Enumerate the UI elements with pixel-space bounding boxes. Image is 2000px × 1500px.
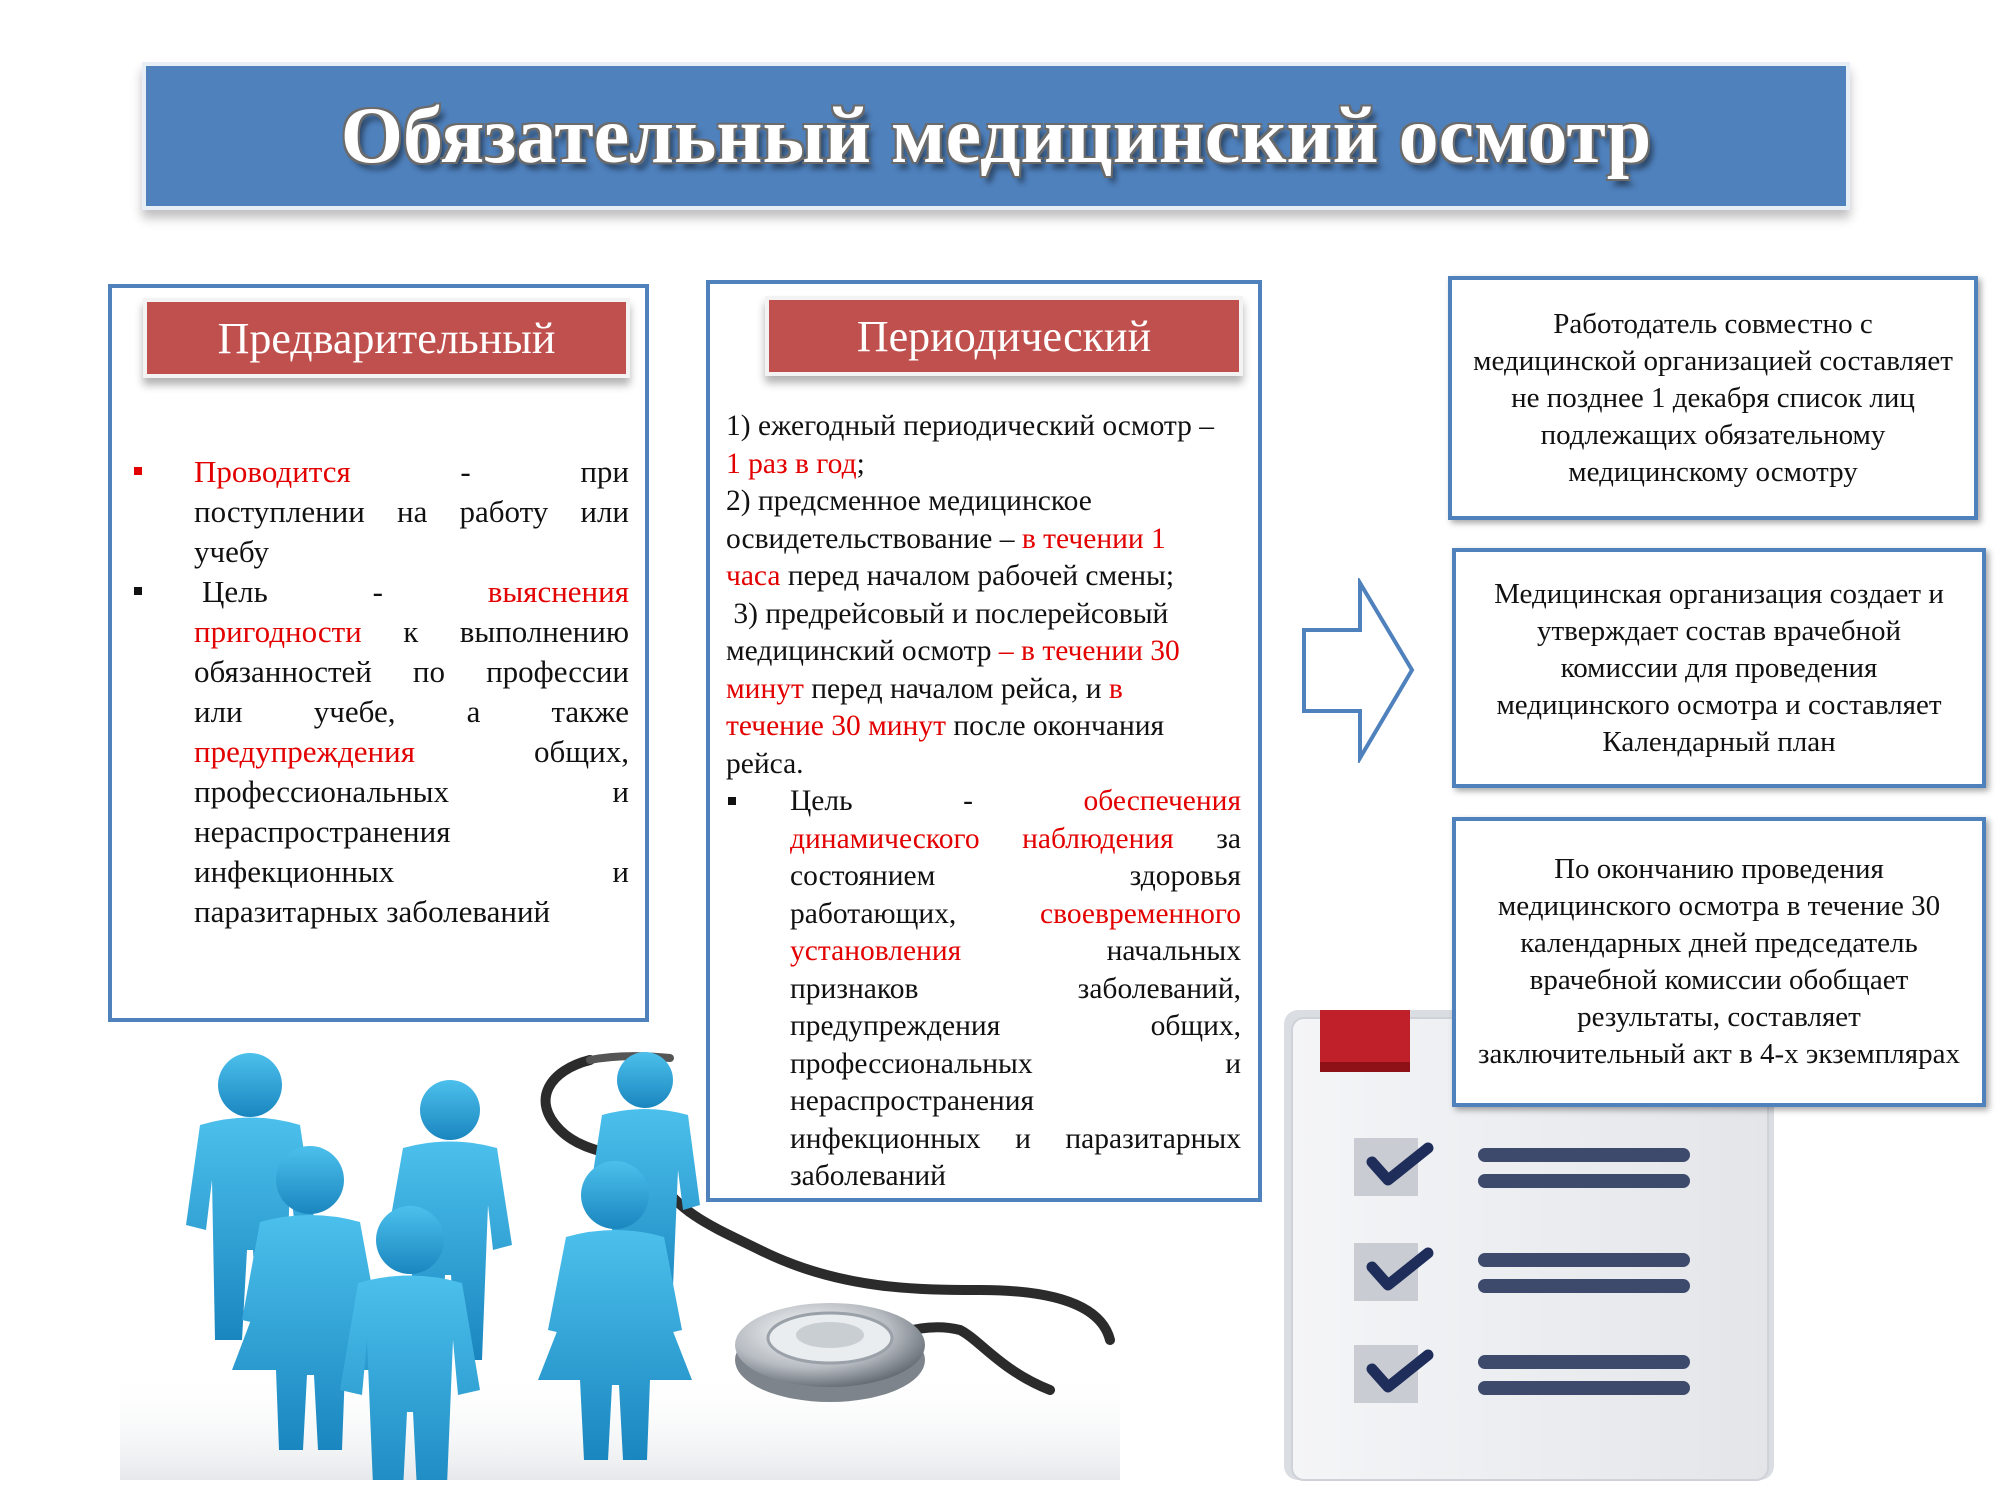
periodic-label: Периодический [765, 296, 1243, 376]
info-box-text: По окончанию проведения медицинского осмотра в течение 30 календарных дней председатель врачебной комиссии обобщает результаты, составляет заключительный акт в 4-х экземплярах [1478, 853, 1960, 1070]
bullet-black [728, 797, 736, 805]
page-title: Обязательный медицинский осмотр [340, 91, 1652, 180]
periodic-text: 1) ежегодный периодический осмотр – 1 раз в год; 2) предсменное медицинское освидетельствование – в течении 1 часа перед началом рабочей смены; 3) предрейсовый и послерейсовый медицинский осмотр – в течении 30 минут перед началом рейса, и в течение 30 минут после окончания рейса. Цель - обеспечения динамического наблюдения за состоянием здоровья работающих, своевременного установления начальных признаков заболеваний, предупреждения общих, профессиональных и нераспространения инфекционных и паразитарных заболеваний [726, 408, 1241, 1196]
bullet-red [134, 467, 142, 475]
preliminary-label: Предварительный [143, 298, 630, 378]
bullet-black [134, 587, 142, 595]
title-banner [142, 62, 1850, 210]
info-box-employer-list [1448, 276, 1978, 520]
preliminary-list [132, 452, 629, 932]
info-box-text: Работодатель совместно с медицинской организацией составляет не позднее 1 декабря список лиц подлежащих обязательному медицинскому осмотру [1473, 307, 1953, 488]
info-box-text: Медицинская организация создает и утверждает состав врачебной комиссии для проведения медицинского осмотра и составляет Календарный план [1494, 577, 1944, 758]
periodic-goal-list [726, 783, 1241, 1196]
periodic-item-goal: Цель - обеспечения динамического наблюдения за состоянием здоровья работающих, своевременного установления начальных признаков заболеваний, предупреждения общих, профессиональных и нераспространения инфекционных и паразитарных заболеваний [726, 783, 1241, 1196]
info-box-commission [1452, 548, 1986, 788]
arrow-right-icon [1300, 578, 1420, 763]
info-box-final-act [1452, 817, 1986, 1107]
stethoscope-chestpiece [735, 1303, 925, 1402]
preliminary-item-goal: Цель - выяснения пригодности к выполнению обязанностей по профессии или учебе, а также предупреждения общих, профессиональных и нераспространения инфекционных и паразитарных заболеваний [132, 572, 629, 932]
preliminary-item-conduct: Проводится - при поступлении на работу или учебу [132, 452, 629, 572]
